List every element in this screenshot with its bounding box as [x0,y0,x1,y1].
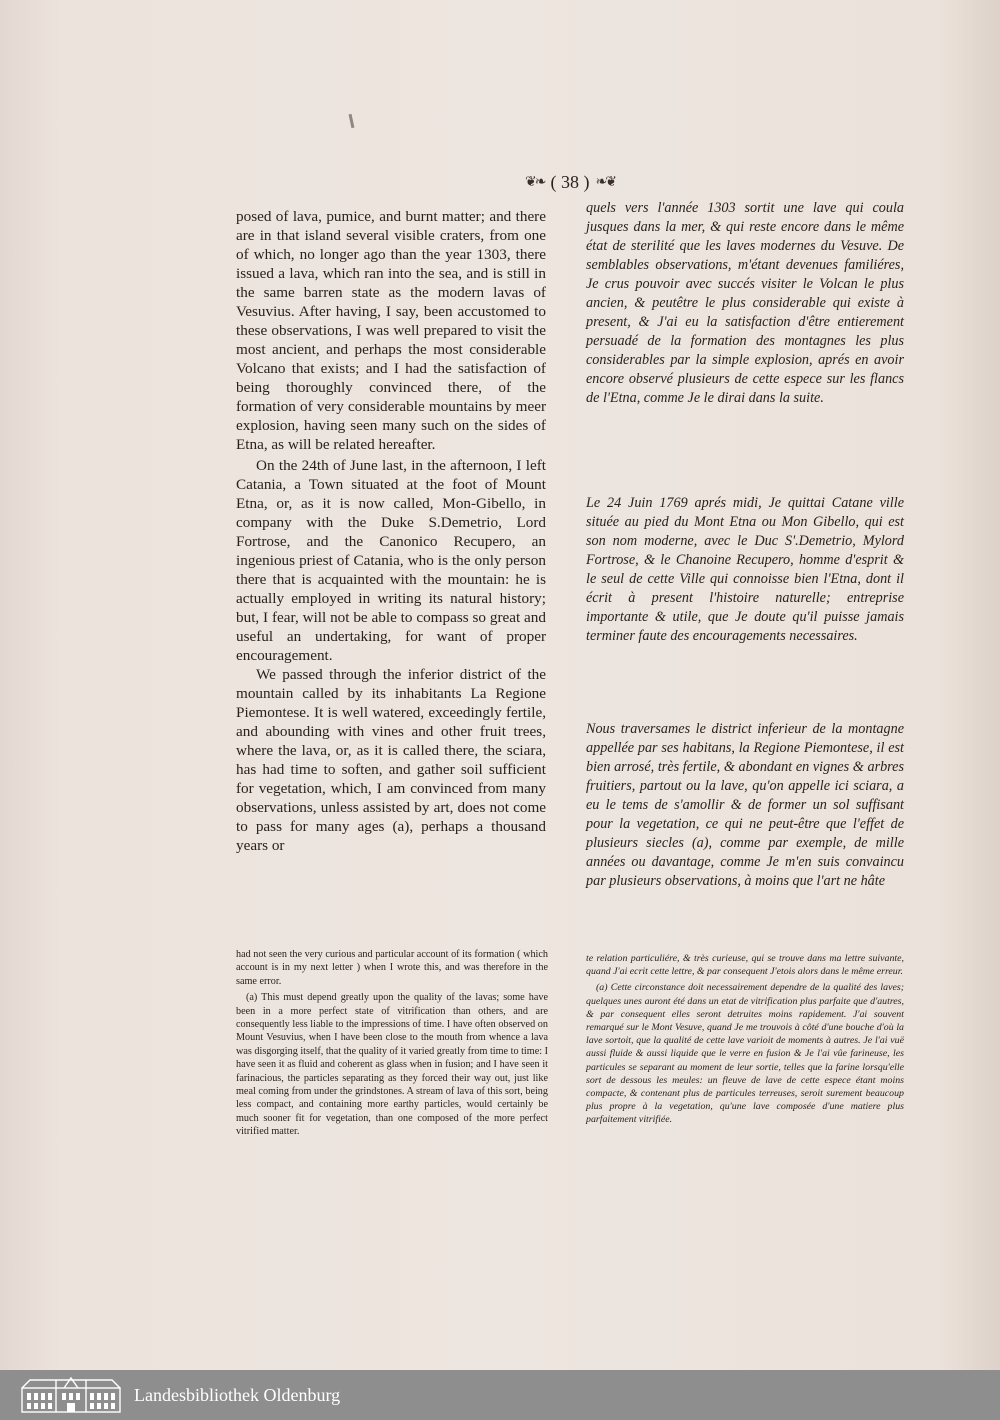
page-number: ( 38 ) [550,171,590,192]
french-column [586,199,904,408]
english-paragraph-2: On the 24th of June last, in the afternoon, I left Catania, a Town situated at the foot of Mount Etna, or, as it is now called, Mon-Gibello, in company with the Duke S.Demetrio, Lord Fortrose, and the Canonico Recupero, an ingenious priest of Catania, who is the only person there that is acquainted with the mountain: he is actually employed in writing its natural history; but, I fear, will not be able to compass so great and useful an undertaking, for want of proper encouragement. [236,457,546,664]
french-paragraph-2: Le 24 Juin 1769 aprés midi, Je quittai Catane ville située au pied du Mont Etna ou Mon Gibello, qui est son nom moderne, avec le Duc S'.Demetrio, Mylord Fortrose, & le Chanoine Recupero, homme d'esprit & le seul de cette Ville qui connoisse bien l'Etna, dont il écrit à present l'histoire naturelle; entreprise importante & utile, que Je doute qu'il puisse jamais terminer faute des encouragements necessaires. [586,495,904,644]
french-paragraph-1: quels vers l'année 1303 sortit une lave qui coula jusques dans la mer, & qui reste encore dans le même état de sterilité que les laves modernes du Vesuve. De semblables observations, m'étant devenues familiéres, Je crus pouvoir avec succés visiter le Volcan le plus ancien, & peutêtre le plus considerable qui existe à present, & J'ai eu la satisfaction d'être entierement persuadé de la formation des montagnes les plus considerables par la simple explosion, aprés en avoir encore observé plusieurs de cette espece sur les flancs de l'Etna, comme Je le dirai dans la suite. [586,200,904,406]
french-footnote-a: (a) Cette circonstance doit necessairement dependre de la qualité des laves; quelques unes auront été dans un etat de vitrification plus parfaite que d'autres, & par consequent elles seront detruites moins rapidement. J'ai souvent remarqué sur le Mont Vesuve, quand Je me trouvois à côté d'une bouche d'où la lave sortoit, que la qualité de cette lave varioit de moments à autres. Je l'ai vuë aussi fluide & aussi liquide que le verre en fusion & Je l'ai vûe farineuse, les particules se separant au moment de leur sortie, telles que la farine lorsqu'elle sort de dessous les meules: un fleuve de lave de cette espece étant moins compacte, & contenant plus de particules terreuses, seroit surement beaucoup plus propre à la vegetation, qu'une lave composée d'une matiere plus parfaitement vitrifiée. [586,982,904,1126]
library-building-icon [20,1376,122,1414]
library-footer [0,1370,1000,1420]
french-footnote-continued: te relation particuliére, & très curieuse, qui se trouve dans ma lettre suivante, quand J'ai ecrit cette lettre, & par consequent J'etois alors dans le même erreur. [586,953,904,978]
english-footnote-continued: had not seen the very curious and particular account of its formation ( which account is in my next letter ) when I wrote this, and was therefore in the same error. [236,949,548,987]
english-paragraph-1: posed of lava, pumice, and burnt matter; and there are in that island several visible craters, from one of which, no longer ago than the year 1303, there issued a lava, which ran into the sea, and is still in the same barren state as the modern lavas of Vesuvius. After having, I say, been accustomed to these observations, I was well prepared to visit the most ancient, and perhaps the most considerable Volcano that exists; and I had the satisfaction of being thoroughly convinced there, of the formation of very considerable mountains by meer explosion, having seen many such on the sides of Etna, as will be related hereafter. [236,208,546,453]
english-column [236,207,546,855]
page-header [510,170,630,194]
english-paragraph-3: We passed through the inferior district of the mountain called by its inhabitants La Regione Piemontese. It is well watered, exceedingly fertile, and abounding with vines and other fruit trees, where the lava, or, as it is called there, the sciara, has had time to soften, and gather soil sufficient for vegetation, which, I am convinced from many observations, unless assisted by art, does not come to pass for many ages (a), perhaps a thousand years or [236,666,546,854]
french-paragraph-3: Nous traversames le district inferieur de la montagne appellée par ses habitans, la Regione Piemontese, il est bien arrosé, très fertile, & abondant en vignes & arbres fruitiers, partout ou la lave, qu'on appelle ici sciara, a eu le tems de s'amollir & de former un sol suffisant pour la vegetation, ce qui ne peut-être que l'effet de plusieurs siecles (a), comme par exemple, de mille années ou davantage, comme Je m'en suis convaincu par plusieurs observations, à moins que l'art ne hâte [586,721,904,889]
margin-mark [349,114,355,128]
library-name: Landesbibliothek Oldenburg [134,1384,341,1405]
english-footnote-a: (a) This must depend greatly upon the quality of the lavas; some have been in a more perfect state of vitrification than others, and are consequently less liable to the impressions of time. I have often observed on Mount Vesuvius, when I have been close to the mouth from whence a lava was disgorging itself, that the quality of it varied greatly from time to time: I have seen it as fluid and coherent as glass when in fusion; and I have seen it farinacious, the particles separating as they forced their way out, just like meal coming from under the grindstones. A stream of lava of this sort, being less compact, and containing more earthy particles, would certainly be much sooner fit for vegetation, than one composed of the more perfect vitrified matter. [236,992,548,1138]
ornament-right: ❧❦ [595,174,615,190]
french-footnotes [586,952,904,1127]
english-footnotes [236,948,548,1139]
ornament-left: ❦❧ [525,174,545,190]
